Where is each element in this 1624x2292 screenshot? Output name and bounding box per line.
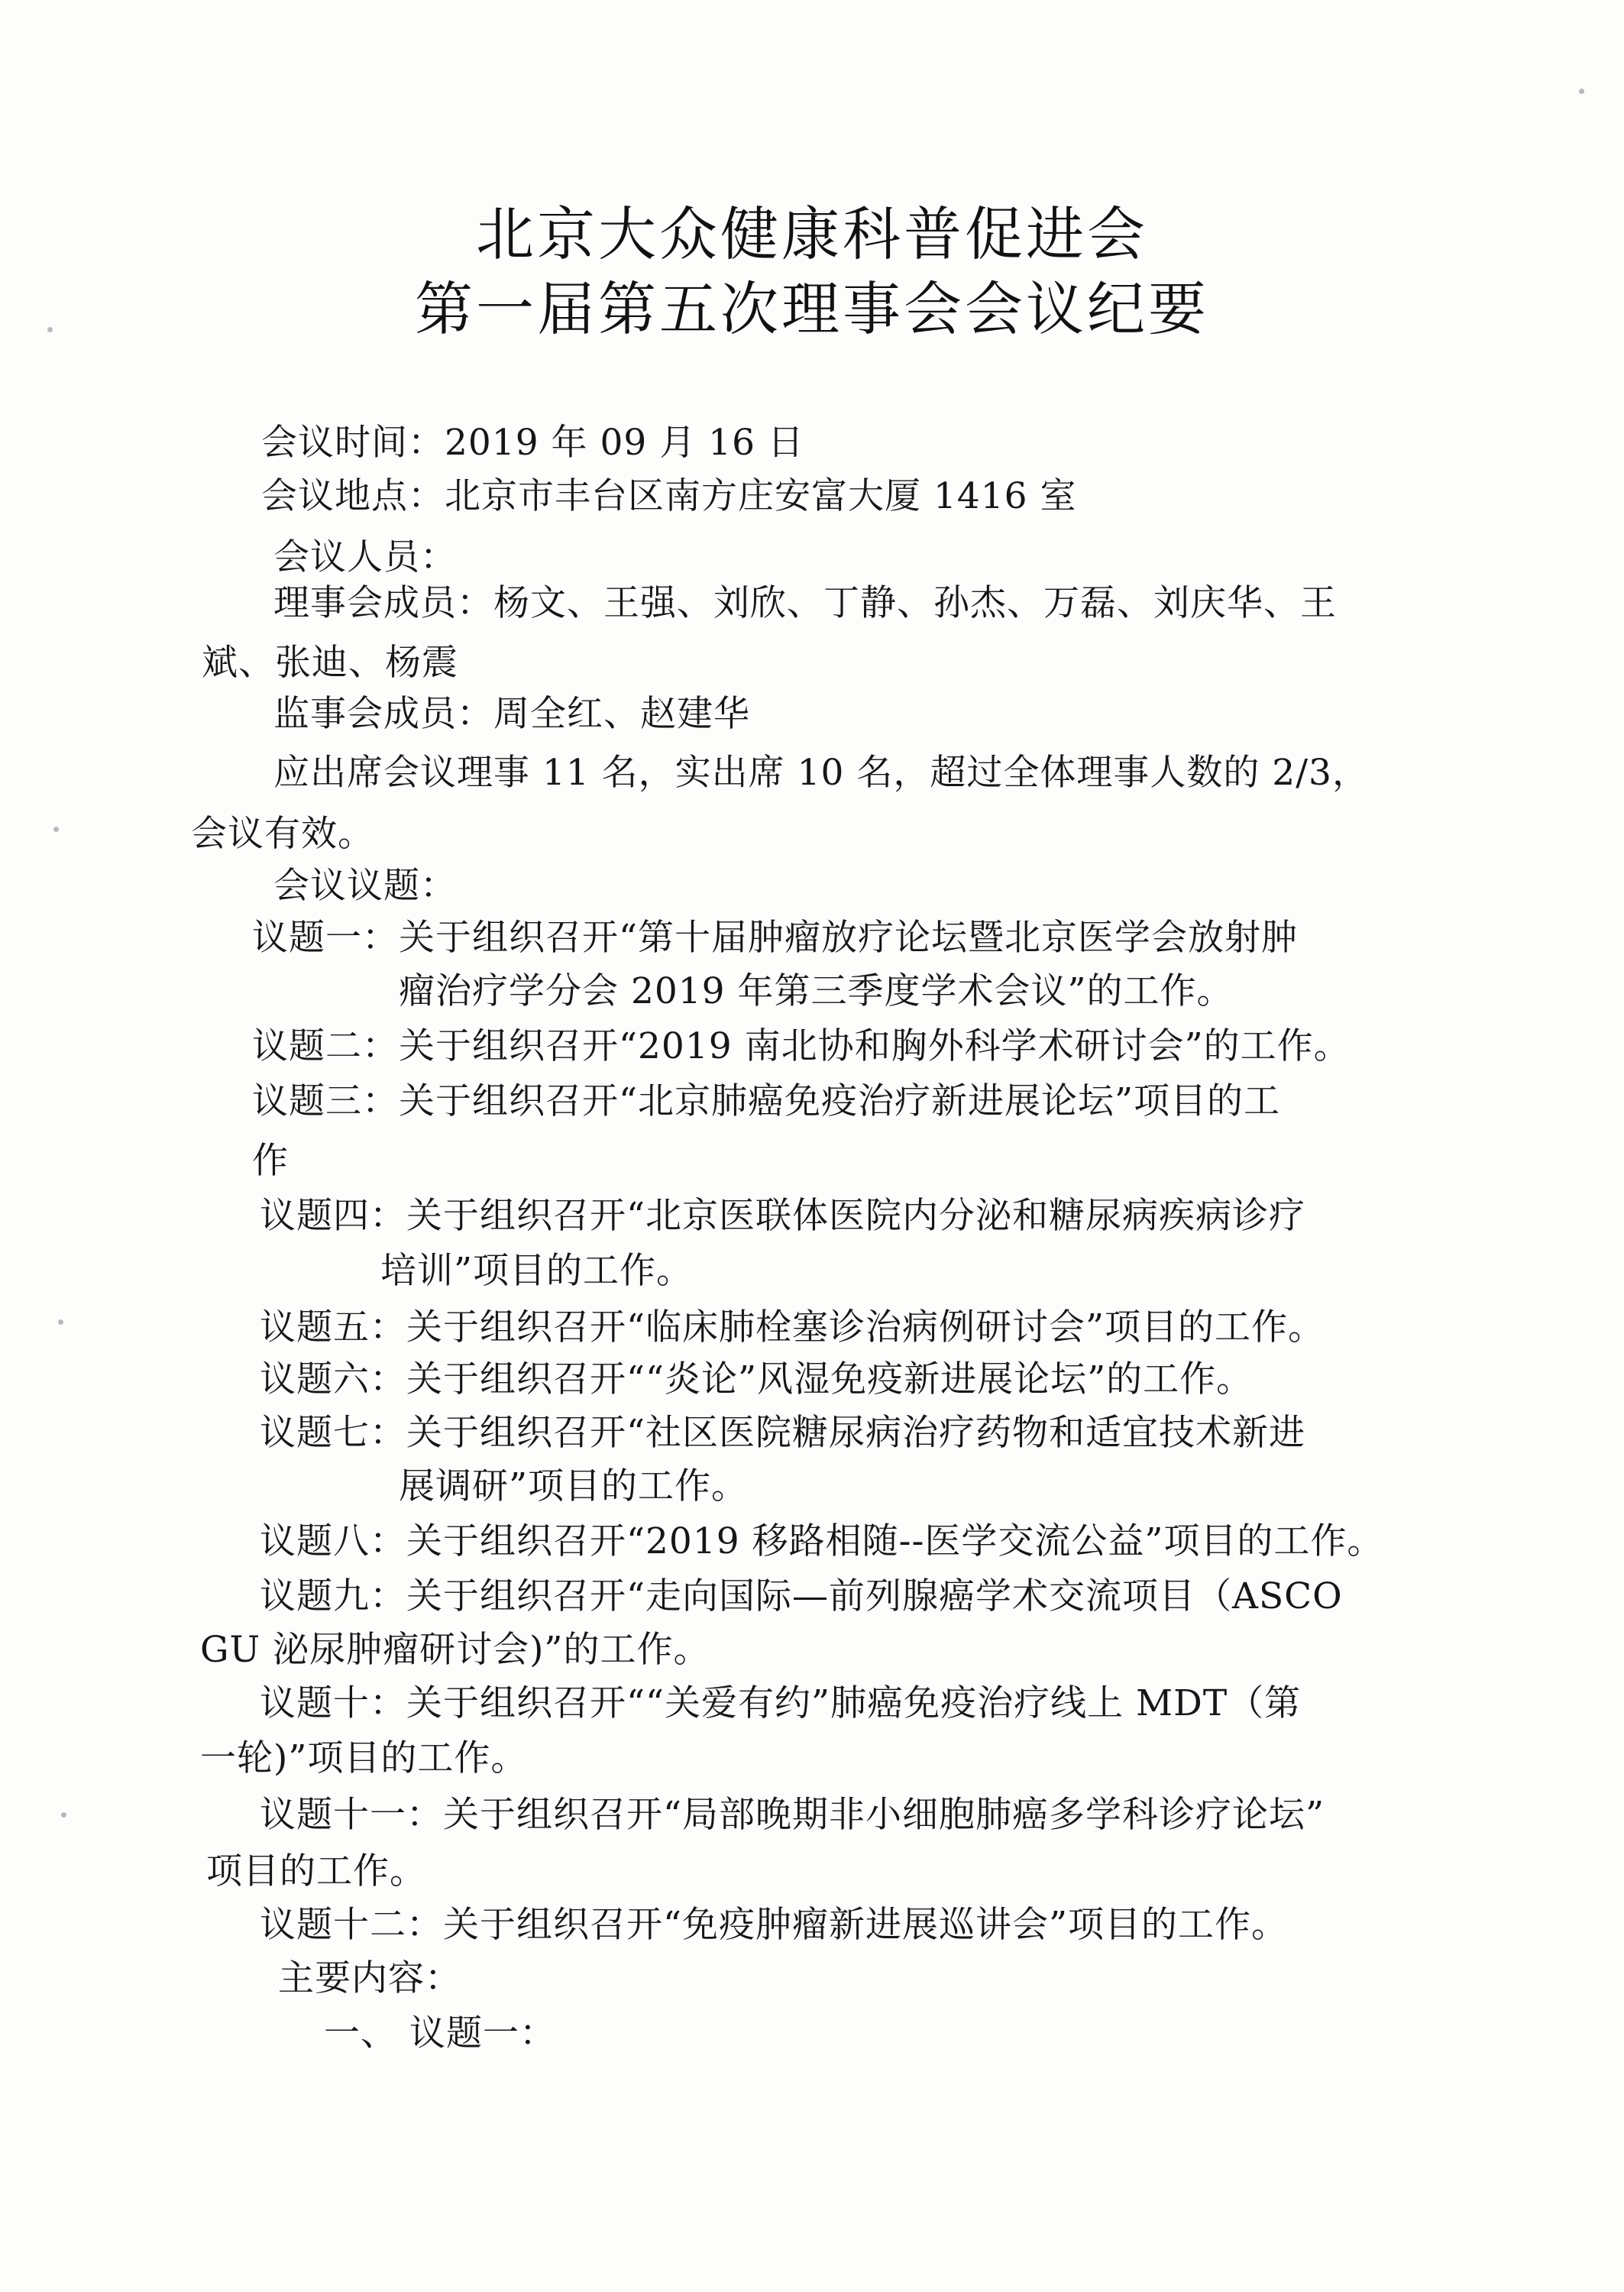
topic-4-line2: 培训”项目的工作。 (380, 1250, 694, 1292)
council-members-line1: 理事会成员：杨文、王强、刘欣、丁静、孙杰、万磊、刘庆华、王 (273, 582, 1337, 624)
topic-3-line1: 议题三：关于组织召开“北京肺癌免疫治疗新进展论坛”项目的工 (252, 1080, 1281, 1122)
scan-speck (58, 1319, 63, 1325)
topic-12: 议题十二：关于组织召开“免疫肿瘤新进展巡讲会”项目的工作。 (260, 1904, 1289, 1946)
topic-1-line1: 议题一：关于组织召开“第十届肿瘤放疗论坛暨北京医学会放射肿 (252, 917, 1299, 959)
topic-1-line2: 瘤治疗学分会 2019 年第三季度学术会议”的工作。 (399, 970, 1234, 1012)
attendees-label: 会议人员： (273, 536, 457, 578)
scan-speck (1579, 89, 1584, 94)
council-members-line2: 斌、张迪、杨震 (202, 642, 458, 684)
topic-7-line1: 议题七：关于组织召开“社区医院糖尿病治疗药物和适宜技术新进 (260, 1412, 1306, 1454)
quorum-line1: 应出席会议理事 11 名，实出席 10 名，超过全体理事人数的 2/3， (273, 752, 1369, 794)
meeting-place: 会议地点：北京市丰台区南方庄安富大厦 1416 室 (261, 475, 1077, 517)
topic-8: 议题八：关于组织召开“2019 移路相随--医学交流公益”项目的工作。 (260, 1520, 1384, 1562)
topic-9-line1: 议题九：关于组织召开“走向国际—前列腺癌学术交流项目（ASCO (260, 1575, 1343, 1617)
scan-speck (53, 827, 59, 832)
supervisors: 监事会成员：周全红、赵建华 (273, 693, 750, 735)
topics-label: 会议议题： (273, 865, 457, 907)
topic-3-line2: 作 (252, 1140, 289, 1182)
topic-6: 议题六：关于组织召开““炎论”风湿免疫新进展论坛”的工作。 (260, 1358, 1254, 1400)
document-title-line2: 第一届第五次理事会会议纪要 (415, 275, 1209, 343)
section-1-heading: 一、 议题一： (324, 2012, 556, 2054)
scan-speck (61, 1812, 66, 1818)
topic-11-line1: 议题十一：关于组织召开“局部晚期非小细胞肺癌多学科诊疗论坛” (260, 1794, 1325, 1836)
quorum-line2: 会议有效。 (191, 813, 374, 855)
topic-10-line1: 议题十：关于组织召开““关爱有约”肺癌免疫治疗线上 MDT（第 (260, 1682, 1302, 1724)
topic-2: 议题二：关于组织召开“2019 南北协和胸外科学术研讨会”的工作。 (252, 1025, 1351, 1067)
topic-4-line1: 议题四：关于组织召开“北京医联体医院内分泌和糖尿病疾病诊疗 (260, 1195, 1306, 1237)
document-title-line1: 北京大众健康科普促进会 (476, 200, 1148, 268)
topic-5: 议题五：关于组织召开“临床肺栓塞诊治病例研讨会”项目的工作。 (260, 1306, 1325, 1348)
topic-7-line2: 展调研”项目的工作。 (399, 1465, 749, 1507)
topic-9-line2: GU 泌尿肿瘤研讨会)”的工作。 (200, 1629, 710, 1671)
topic-10-line2: 一轮)”项目的工作。 (200, 1737, 528, 1779)
topic-11-line2: 项目的工作。 (206, 1850, 426, 1892)
meeting-time: 会议时间：2019 年 09 月 16 日 (261, 422, 804, 464)
main-content-label: 主要内容： (278, 1957, 461, 1999)
